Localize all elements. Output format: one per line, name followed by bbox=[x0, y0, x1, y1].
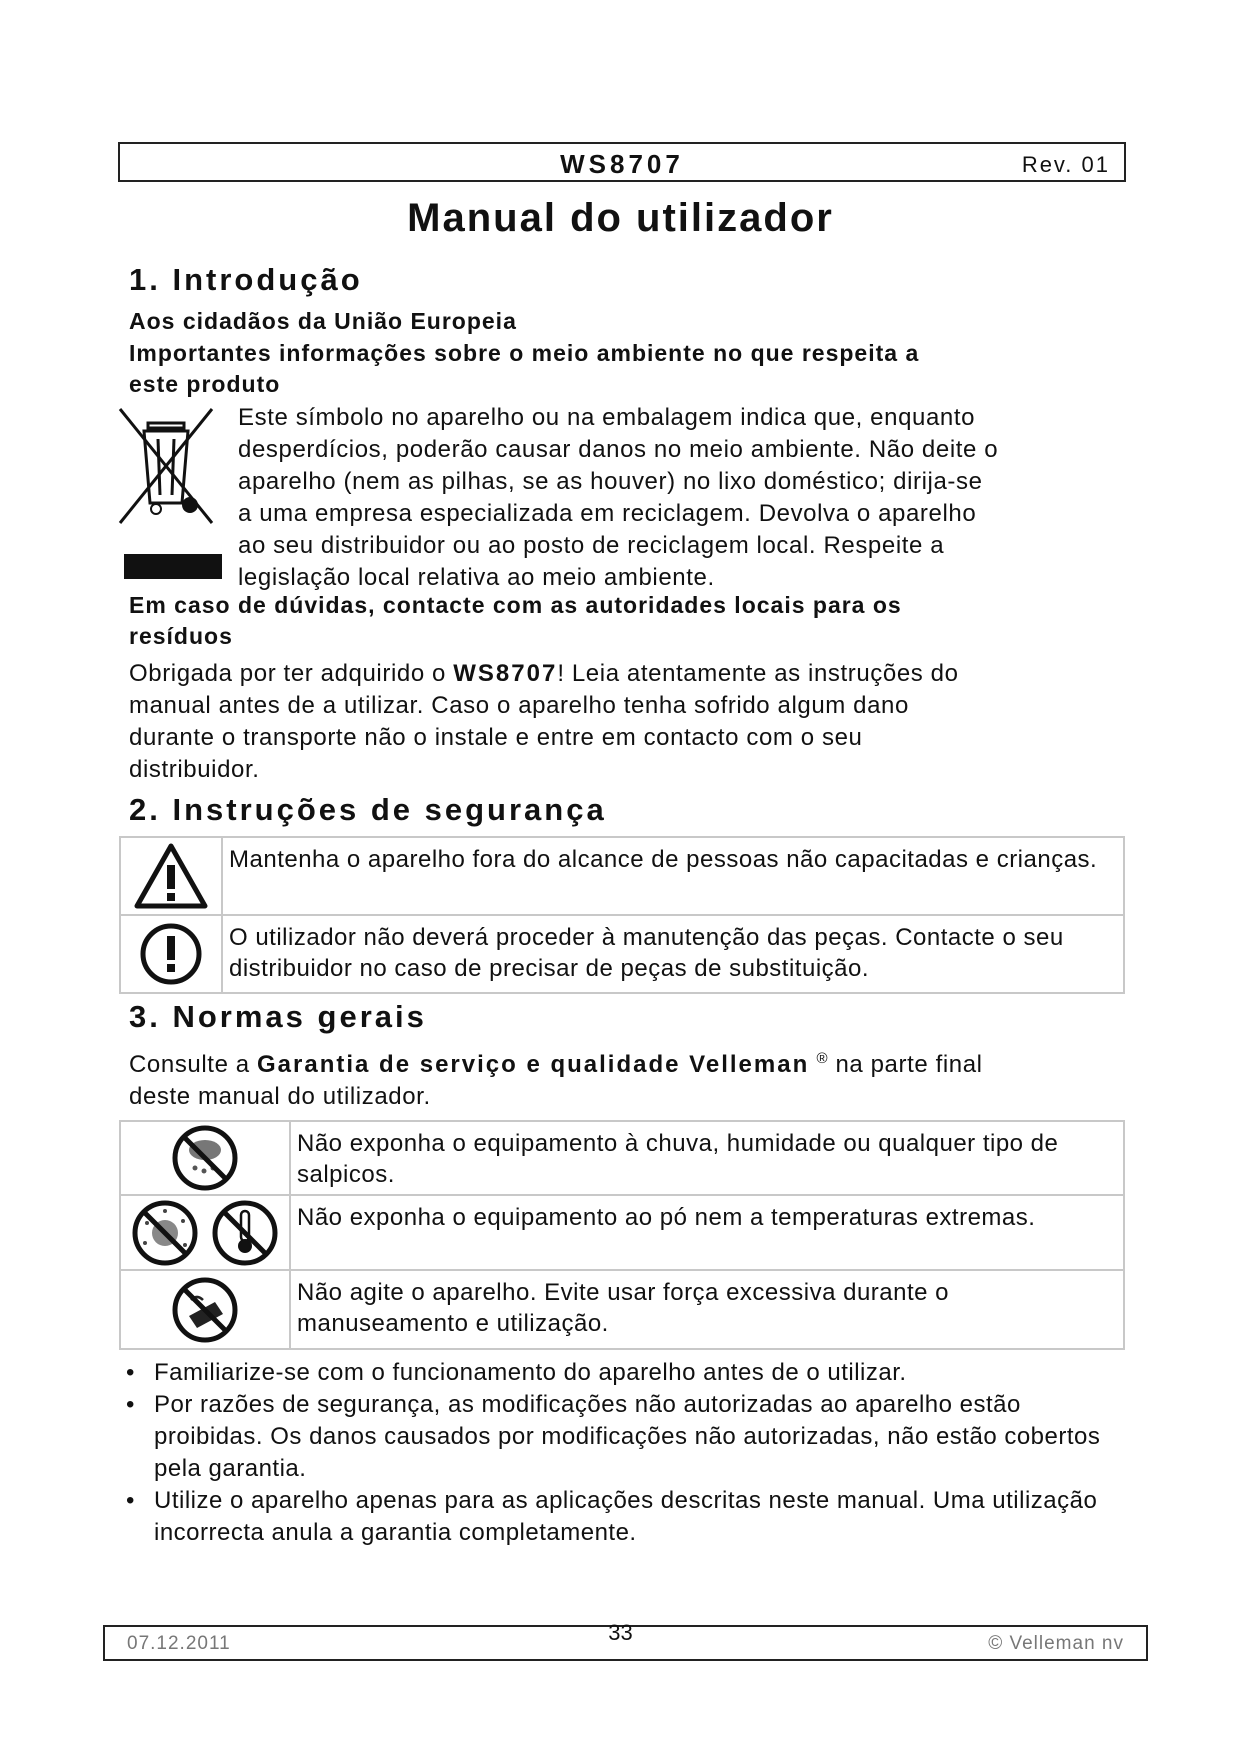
list-item: • Utilize o aparelho apenas para as aplicações descritas neste manual. Uma utilização incorrecta anula a garantia completamente. bbox=[122, 1485, 1122, 1549]
thanks-line: manual antes de a utilizar. Caso o aparelho tenha sofrido algum dano bbox=[129, 692, 909, 719]
eu-citizens-heading: Aos cidadãos da União Europeia bbox=[129, 308, 517, 334]
model-name: WS8707 bbox=[560, 149, 684, 179]
footer-copyright: © Velleman nv bbox=[988, 1633, 1124, 1654]
revision-label: Rev. 01 bbox=[1021, 152, 1110, 177]
warranty-text: Consulte a bbox=[129, 1051, 258, 1078]
rule-text: Não exponha o equipamento ao pó nem a temperaturas extremas. bbox=[290, 1195, 1124, 1270]
weee-line: a uma empresa especializada em reciclagem. Devolva o aparelho bbox=[238, 500, 977, 527]
no-rain-icon bbox=[171, 1124, 239, 1192]
no-dust-icon bbox=[135, 1203, 195, 1263]
warranty-line: deste manual do utilizador. bbox=[129, 1083, 431, 1110]
weee-paragraph bbox=[238, 402, 1118, 594]
section-heading-safety: 2. Instruções de segurança bbox=[129, 792, 607, 827]
safety-text: O utilizador não deverá proceder à manutenção das peças. Contacte o seu distribuidor no caso de precisar de peças de substituição. bbox=[222, 915, 1124, 993]
no-temperature-icon bbox=[215, 1203, 275, 1263]
environment-info-heading-line1: Importantes informações sobre o meio ambiente no que respeita a bbox=[129, 340, 920, 366]
exclamation-circle-icon bbox=[139, 922, 203, 986]
thanks-line: durante o transporte não o instale e entre em contacto com o seu bbox=[129, 724, 863, 751]
no-dust-temperature-icon bbox=[125, 1199, 285, 1267]
table-row bbox=[120, 1195, 1124, 1270]
section-heading-introduction: 1. Introdução bbox=[129, 262, 363, 297]
warranty-text: na parte final bbox=[828, 1051, 983, 1078]
table-row bbox=[120, 1270, 1124, 1349]
rule-text: Não exponha o equipamento à chuva, humidade ou qualquer tipo de salpicos. bbox=[290, 1121, 1124, 1195]
general-rules-list bbox=[122, 1357, 1122, 1549]
weee-bar bbox=[124, 554, 222, 579]
warranty-line bbox=[129, 1043, 1119, 1081]
safety-text: Mantenha o aparelho fora do alcance de pessoas não capacitadas e crianças. bbox=[222, 837, 1124, 915]
weee-line: Este símbolo no aparelho ou na embalagem indica que, enquanto bbox=[238, 404, 976, 431]
weee-line: aparelho (nem as pilhas, se as houver) no lixo doméstico; dirija-se bbox=[238, 468, 983, 495]
safety-table bbox=[119, 836, 1125, 994]
thanks-paragraph bbox=[129, 658, 1119, 786]
registered-mark: ® bbox=[816, 1050, 829, 1067]
thanks-line bbox=[129, 658, 1119, 690]
list-item: • Por razões de segurança, as modificações não autorizadas ao aparelho estão proibidas. Os danos causados por modificações não autorizadas, não estão cobertos pela garantia. bbox=[122, 1389, 1122, 1485]
section-heading-general: 3. Normas gerais bbox=[129, 999, 427, 1034]
crossed-bin-icon bbox=[116, 405, 216, 535]
weee-line: desperdícios, poderão causar danos no meio ambiente. Não deite o bbox=[238, 436, 999, 463]
general-rules-table bbox=[119, 1120, 1125, 1350]
thanks-line: distribuidor. bbox=[129, 756, 260, 783]
thanks-text: Obrigada por ter adquirido o bbox=[129, 660, 454, 687]
thanks-model: WS8707 bbox=[453, 660, 558, 687]
list-item: • Familiarize-se com o funcionamento do aparelho antes de o utilizar. bbox=[122, 1357, 1122, 1389]
table-row bbox=[120, 915, 1124, 993]
table-row bbox=[120, 837, 1124, 915]
warning-triangle-icon bbox=[134, 843, 208, 909]
header-bar bbox=[118, 142, 1126, 182]
doubts-heading-line1: Em caso de dúvidas, contacte com as autoridades locais para os bbox=[129, 592, 902, 618]
environment-info-heading-line2: este produto bbox=[129, 371, 281, 397]
weee-line: ao seu distribuidor ou ao posto de reciclagem local. Respeite a bbox=[238, 532, 945, 559]
footer-date: 07.12.2011 bbox=[127, 1633, 231, 1654]
doubts-heading-line2: resíduos bbox=[129, 623, 233, 649]
no-shaking-icon bbox=[171, 1276, 239, 1344]
table-row bbox=[120, 1121, 1124, 1195]
page-number: 33 bbox=[608, 1620, 633, 1645]
weee-line: legislação local relativa ao meio ambiente. bbox=[238, 564, 715, 591]
warranty-paragraph bbox=[129, 1043, 1119, 1113]
rule-text: Não agite o aparelho. Evite usar força excessiva durante o manuseamento e utilização. bbox=[290, 1270, 1124, 1349]
thanks-text: ! Leia atentamente as instruções do bbox=[557, 660, 959, 687]
warranty-title: Garantia de serviço e qualidade Velleman bbox=[257, 1051, 810, 1078]
page-title: Manual do utilizador bbox=[407, 196, 834, 240]
